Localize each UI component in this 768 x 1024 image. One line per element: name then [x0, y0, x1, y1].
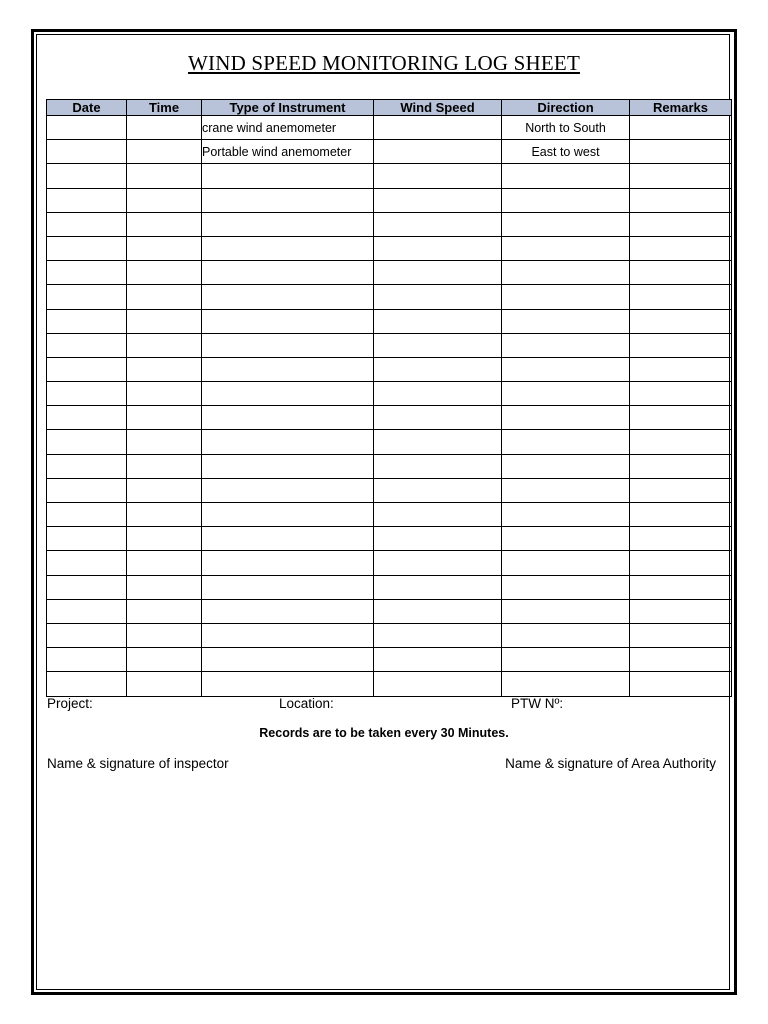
page-title: WIND SPEED MONITORING LOG SHEET: [188, 51, 580, 75]
cell-date: [47, 672, 127, 696]
cell-date: [47, 599, 127, 623]
cell-direction: [502, 623, 630, 647]
cell-date: [47, 164, 127, 188]
cell-wind-speed: [374, 430, 502, 454]
cell-remarks: [630, 188, 732, 212]
cell-time: [127, 503, 202, 527]
table-row: [47, 551, 732, 575]
cell-wind-speed: [374, 212, 502, 236]
cell-wind-speed: [374, 382, 502, 406]
table-row: [47, 478, 732, 502]
cell-instrument: [202, 164, 374, 188]
cell-remarks: [630, 382, 732, 406]
table-row: [47, 116, 732, 140]
cell-direction: [502, 236, 630, 260]
table-row: [47, 164, 732, 188]
cell-instrument: [202, 623, 374, 647]
cell-wind-speed: [374, 478, 502, 502]
cell-instrument: [202, 357, 374, 381]
cell-wind-speed: [374, 357, 502, 381]
cell-direction: [502, 188, 630, 212]
table-row: [47, 527, 732, 551]
cell-remarks: [630, 164, 732, 188]
cell-direction: North to South: [502, 116, 630, 140]
cell-time: [127, 623, 202, 647]
table-row: [47, 212, 732, 236]
cell-instrument: Portable wind anemometer: [202, 140, 374, 164]
cell-instrument: [202, 454, 374, 478]
table-row: [47, 454, 732, 478]
cell-direction: East to west: [502, 140, 630, 164]
cell-date: [47, 188, 127, 212]
column-header-type-of-instrument: Type of Instrument: [202, 100, 374, 116]
cell-date: [47, 357, 127, 381]
cell-remarks: [630, 623, 732, 647]
cell-date: [47, 575, 127, 599]
cell-remarks: [630, 551, 732, 575]
cell-date: [47, 430, 127, 454]
table-row: [47, 503, 732, 527]
table-row: [47, 406, 732, 430]
cell-time: [127, 672, 202, 696]
cell-date: [47, 406, 127, 430]
cell-instrument: [202, 261, 374, 285]
cell-wind-speed: [374, 406, 502, 430]
table-row: [47, 382, 732, 406]
cell-instrument: [202, 236, 374, 260]
cell-direction: [502, 672, 630, 696]
cell-instrument: [202, 503, 374, 527]
cell-instrument: [202, 430, 374, 454]
cell-instrument: [202, 527, 374, 551]
cell-instrument: [202, 212, 374, 236]
column-header-direction: Direction: [502, 100, 630, 116]
cell-time: [127, 430, 202, 454]
cell-instrument: [202, 599, 374, 623]
cell-time: [127, 478, 202, 502]
inspector-signature-label: Name & signature of inspector: [47, 756, 229, 771]
cell-time: [127, 140, 202, 164]
cell-time: [127, 236, 202, 260]
cell-direction: [502, 212, 630, 236]
table-row: [47, 599, 732, 623]
cell-time: [127, 575, 202, 599]
cell-date: [47, 648, 127, 672]
table-row: [47, 285, 732, 309]
table-row: [47, 333, 732, 357]
cell-date: [47, 527, 127, 551]
cell-time: [127, 285, 202, 309]
cell-instrument: [202, 188, 374, 212]
cell-wind-speed: [374, 285, 502, 309]
cell-date: [47, 261, 127, 285]
cell-instrument: [202, 309, 374, 333]
table-row: [47, 140, 732, 164]
log-table-body: [47, 116, 732, 697]
cell-direction: [502, 261, 630, 285]
cell-remarks: [630, 140, 732, 164]
cell-wind-speed: [374, 188, 502, 212]
table-row: [47, 575, 732, 599]
cell-wind-speed: [374, 164, 502, 188]
cell-time: [127, 599, 202, 623]
cell-direction: [502, 575, 630, 599]
cell-instrument: [202, 672, 374, 696]
table-row: [47, 648, 732, 672]
table-row: [47, 309, 732, 333]
cell-instrument: [202, 333, 374, 357]
cell-remarks: [630, 236, 732, 260]
table-row: [47, 261, 732, 285]
cell-time: [127, 648, 202, 672]
table-row: [47, 430, 732, 454]
cell-time: [127, 454, 202, 478]
cell-time: [127, 261, 202, 285]
cell-time: [127, 382, 202, 406]
cell-date: [47, 140, 127, 164]
table-row: [47, 672, 732, 696]
cell-time: [127, 309, 202, 333]
cell-remarks: [630, 406, 732, 430]
project-label: Project:: [47, 696, 93, 711]
column-header-date: Date: [47, 100, 127, 116]
cell-direction: [502, 648, 630, 672]
cell-wind-speed: [374, 140, 502, 164]
cell-direction: [502, 406, 630, 430]
cell-wind-speed: [374, 454, 502, 478]
cell-direction: [502, 357, 630, 381]
cell-direction: [502, 164, 630, 188]
cell-time: [127, 406, 202, 430]
cell-time: [127, 527, 202, 551]
cell-date: [47, 212, 127, 236]
cell-instrument: [202, 648, 374, 672]
column-header-wind-speed: Wind Speed: [374, 100, 502, 116]
cell-remarks: [630, 503, 732, 527]
cell-direction: [502, 527, 630, 551]
cell-date: [47, 333, 127, 357]
cell-wind-speed: [374, 261, 502, 285]
cell-date: [47, 454, 127, 478]
cell-wind-speed: [374, 236, 502, 260]
cell-time: [127, 357, 202, 381]
cell-direction: [502, 599, 630, 623]
cell-remarks: [630, 599, 732, 623]
cell-remarks: [630, 309, 732, 333]
cell-direction: [502, 430, 630, 454]
cell-wind-speed: [374, 575, 502, 599]
cell-wind-speed: [374, 648, 502, 672]
cell-wind-speed: [374, 623, 502, 647]
cell-remarks: [630, 261, 732, 285]
cell-direction: [502, 309, 630, 333]
cell-wind-speed: [374, 672, 502, 696]
cell-date: [47, 478, 127, 502]
cell-remarks: [630, 212, 732, 236]
table-header-row: [47, 100, 732, 116]
cell-direction: [502, 478, 630, 502]
table-row: [47, 623, 732, 647]
cell-instrument: [202, 285, 374, 309]
cell-date: [47, 382, 127, 406]
cell-direction: [502, 551, 630, 575]
cell-wind-speed: [374, 599, 502, 623]
cell-date: [47, 503, 127, 527]
cell-instrument: [202, 575, 374, 599]
cell-time: [127, 551, 202, 575]
cell-time: [127, 188, 202, 212]
cell-time: [127, 333, 202, 357]
records-note: Records are to be taken every 30 Minutes.: [259, 726, 509, 740]
cell-direction: [502, 503, 630, 527]
ptw-number-label: PTW Nº:: [511, 696, 564, 711]
area-authority-signature-label: Name & signature of Area Authority: [505, 756, 716, 771]
cell-date: [47, 285, 127, 309]
cell-wind-speed: [374, 333, 502, 357]
cell-remarks: [630, 430, 732, 454]
table-row: [47, 188, 732, 212]
cell-direction: [502, 285, 630, 309]
column-header-remarks: Remarks: [630, 100, 732, 116]
cell-remarks: [630, 454, 732, 478]
table-row: [47, 236, 732, 260]
cell-instrument: [202, 382, 374, 406]
cell-date: [47, 116, 127, 140]
cell-instrument: [202, 551, 374, 575]
cell-instrument: [202, 478, 374, 502]
cell-remarks: [630, 575, 732, 599]
cell-wind-speed: [374, 527, 502, 551]
log-table: [46, 99, 732, 697]
cell-instrument: [202, 406, 374, 430]
cell-remarks: [630, 478, 732, 502]
cell-remarks: [630, 527, 732, 551]
column-header-time: Time: [127, 100, 202, 116]
cell-remarks: [630, 672, 732, 696]
cell-remarks: [630, 357, 732, 381]
cell-remarks: [630, 648, 732, 672]
cell-wind-speed: [374, 309, 502, 333]
cell-date: [47, 236, 127, 260]
cell-date: [47, 551, 127, 575]
cell-time: [127, 164, 202, 188]
location-label: Location:: [279, 696, 334, 711]
cell-instrument: crane wind anemometer: [202, 116, 374, 140]
cell-direction: [502, 382, 630, 406]
cell-date: [47, 309, 127, 333]
cell-date: [47, 623, 127, 647]
table-row: [47, 357, 732, 381]
cell-direction: [502, 454, 630, 478]
cell-direction: [502, 333, 630, 357]
cell-remarks: [630, 333, 732, 357]
cell-time: [127, 116, 202, 140]
cell-remarks: [630, 285, 732, 309]
cell-remarks: [630, 116, 732, 140]
cell-wind-speed: [374, 503, 502, 527]
cell-time: [127, 212, 202, 236]
cell-wind-speed: [374, 551, 502, 575]
cell-wind-speed: [374, 116, 502, 140]
